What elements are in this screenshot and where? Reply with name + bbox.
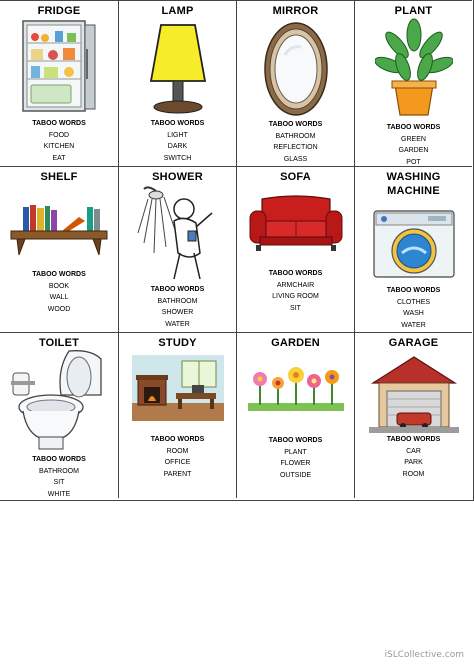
garden-flowers-icon bbox=[237, 365, 354, 420]
taboo-heading: TABOO WORDS bbox=[386, 124, 441, 131]
taboo-word: REFLECTION bbox=[273, 144, 318, 151]
sofa-icon bbox=[237, 193, 354, 260]
taboo-word: GARDEN bbox=[398, 147, 429, 154]
taboo-word: PLANT bbox=[284, 448, 307, 456]
study-room-icon bbox=[119, 355, 236, 426]
taboo-list bbox=[237, 119, 354, 165]
card-garage bbox=[354, 332, 472, 498]
taboo-word: DARK bbox=[167, 143, 188, 150]
taboo-heading: TABOO WORDS bbox=[386, 436, 441, 443]
taboo-word: PARENT bbox=[163, 470, 192, 478]
taboo-word: ROOM bbox=[166, 447, 189, 455]
shelf-icon bbox=[0, 195, 118, 270]
card-garden bbox=[236, 332, 354, 498]
taboo-word: WOOD bbox=[47, 305, 71, 313]
card-title: GARDEN bbox=[271, 337, 320, 349]
taboo-list bbox=[355, 285, 472, 331]
taboo-list bbox=[0, 454, 118, 498]
taboo-word: ROOM bbox=[402, 470, 425, 478]
card-title: MIRROR bbox=[272, 5, 319, 17]
taboo-heading: TABOO WORDS bbox=[32, 271, 86, 278]
card-sofa bbox=[236, 166, 354, 332]
card-title: FRIDGE bbox=[37, 5, 81, 17]
taboo-word: KITCHEN bbox=[43, 143, 75, 150]
card-title: SHOWER bbox=[152, 171, 203, 183]
taboo-word: POT bbox=[406, 158, 421, 166]
taboo-word: GREEN bbox=[401, 135, 426, 143]
taboo-word: BOOK bbox=[48, 282, 70, 290]
card-study bbox=[118, 332, 236, 498]
card-title bbox=[355, 170, 472, 198]
shower-icon bbox=[119, 183, 236, 288]
plant-icon bbox=[355, 17, 472, 124]
taboo-word: LIVING ROOM bbox=[272, 293, 319, 300]
taboo-list bbox=[237, 268, 354, 314]
taboo-word: LIGHT bbox=[167, 131, 188, 139]
taboo-word: ARMCHAIR bbox=[276, 281, 315, 289]
card-title: PLANT bbox=[394, 5, 433, 17]
lamp-icon bbox=[119, 21, 236, 122]
taboo-word: OFFICE bbox=[164, 459, 191, 466]
card-title-line: MACHINE bbox=[387, 185, 440, 197]
taboo-heading: TABOO WORDS bbox=[150, 436, 205, 443]
taboo-list bbox=[0, 118, 118, 164]
taboo-list bbox=[119, 434, 236, 480]
toilet-icon bbox=[0, 349, 118, 458]
card-lamp bbox=[118, 0, 236, 166]
taboo-word: CLOTHES bbox=[396, 298, 431, 306]
taboo-list bbox=[237, 435, 354, 481]
taboo-word: FLOWER bbox=[280, 460, 311, 467]
taboo-word: EAT bbox=[52, 154, 66, 162]
site-watermark: iSLCollective.com bbox=[384, 650, 464, 660]
taboo-heading: TABOO WORDS bbox=[386, 287, 441, 294]
taboo-heading: TABOO WORDS bbox=[268, 121, 323, 128]
card-fridge bbox=[0, 0, 118, 166]
card-title: TOILET bbox=[38, 337, 80, 349]
taboo-word: WHITE bbox=[47, 490, 71, 498]
fridge-icon bbox=[0, 19, 118, 120]
card-shelf bbox=[0, 166, 118, 332]
card-title: STUDY bbox=[158, 337, 197, 349]
taboo-word: OUTSIDE bbox=[279, 471, 312, 479]
taboo-heading: TABOO WORDS bbox=[268, 437, 323, 444]
taboo-word: BATHROOM bbox=[39, 467, 79, 475]
card-title: LAMP bbox=[161, 5, 194, 17]
garage-icon bbox=[355, 353, 472, 438]
taboo-word: WATER bbox=[165, 320, 190, 328]
taboo-heading: TABOO WORDS bbox=[268, 270, 323, 277]
taboo-word: SIT bbox=[53, 479, 65, 486]
taboo-word: WASH bbox=[403, 310, 424, 317]
taboo-word: PARK bbox=[404, 459, 423, 466]
taboo-list bbox=[119, 118, 236, 164]
card-washing-machine bbox=[354, 166, 472, 332]
taboo-word: SIT bbox=[290, 304, 301, 312]
taboo-word: WALL bbox=[49, 294, 69, 301]
card-title: SHELF bbox=[40, 171, 78, 183]
taboo-word: GLASS bbox=[283, 155, 308, 163]
card-title-line: WASHING bbox=[386, 171, 441, 183]
mirror-icon bbox=[237, 19, 354, 124]
taboo-list bbox=[355, 122, 472, 166]
card-shower bbox=[118, 166, 236, 332]
taboo-word: FOOD bbox=[48, 131, 70, 139]
taboo-word: SHOWER bbox=[161, 309, 194, 316]
taboo-list bbox=[0, 269, 118, 315]
taboo-heading: TABOO WORDS bbox=[150, 286, 205, 293]
taboo-word: WATER bbox=[401, 321, 426, 329]
card-mirror bbox=[236, 0, 354, 166]
taboo-list bbox=[355, 434, 472, 480]
taboo-heading: TABOO WORDS bbox=[32, 456, 86, 463]
taboo-word: CAR bbox=[406, 447, 421, 455]
card-plant bbox=[354, 0, 472, 166]
card-title: GARAGE bbox=[388, 337, 439, 349]
card-title: SOFA bbox=[280, 171, 311, 183]
taboo-word: BATHROOM bbox=[275, 132, 316, 140]
taboo-word: BATHROOM bbox=[157, 297, 198, 305]
taboo-heading: TABOO WORDS bbox=[32, 120, 86, 127]
washing-machine-icon bbox=[355, 209, 472, 284]
taboo-heading: TABOO WORDS bbox=[150, 120, 205, 127]
card-toilet bbox=[0, 332, 118, 498]
taboo-word: SWITCH bbox=[163, 154, 192, 162]
taboo-list bbox=[119, 284, 236, 330]
